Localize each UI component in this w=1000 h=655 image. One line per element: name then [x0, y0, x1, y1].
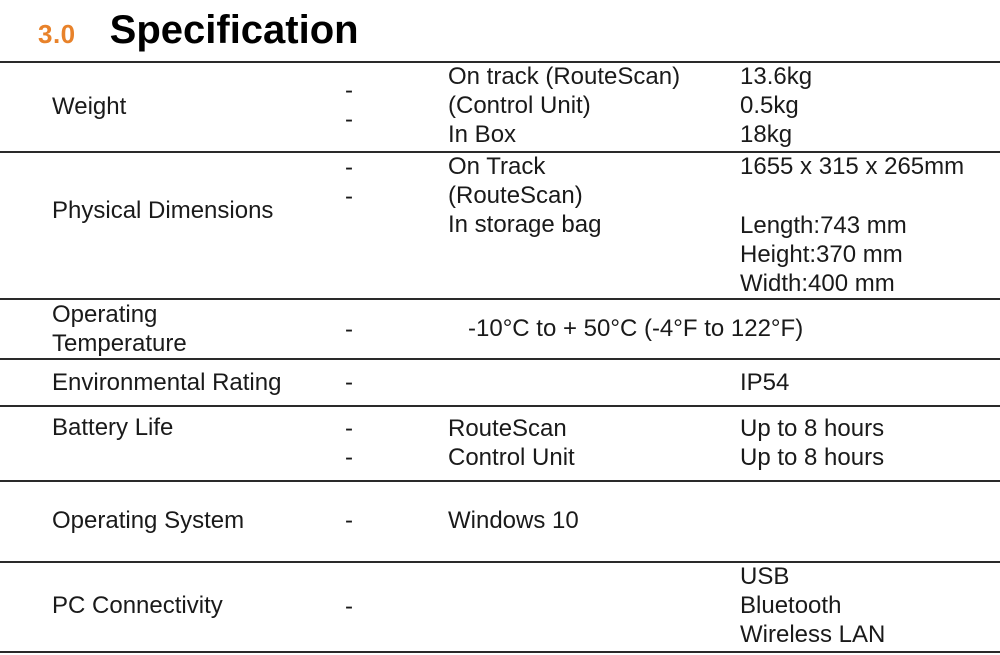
- table-rule: [0, 405, 1000, 407]
- row-label: Battery Life: [52, 414, 174, 441]
- row-sub-label: RouteScan: [448, 415, 567, 442]
- row-value: 18kg: [740, 121, 793, 148]
- row-value: 0.5kg: [740, 92, 799, 119]
- row-value: 1655 x 315 x 265mm: [740, 153, 965, 180]
- row-value: Bluetooth: [740, 592, 842, 619]
- row-sub-label: (Control Unit): [448, 92, 591, 119]
- row-dash: -: [345, 507, 353, 534]
- row-sub-label: On track (RouteScan): [448, 63, 681, 90]
- row-value: Wireless LAN: [740, 621, 886, 648]
- row-label: PC Connectivity: [52, 592, 223, 619]
- row-sub-label: -10°C to + 50°C (-4°F to 122°F): [468, 315, 804, 342]
- row-sub-label: (RouteScan): [448, 182, 583, 209]
- row-sub-label: In storage bag: [448, 211, 602, 238]
- row-dash: -: [345, 415, 353, 442]
- row-sub-label: On Track: [448, 153, 546, 180]
- row-label: Physical Dimensions: [52, 197, 274, 224]
- row-label: Operating: [52, 301, 158, 328]
- row-dash: -: [345, 183, 353, 210]
- row-value: IP54: [740, 369, 790, 396]
- row-value: 13.6kg: [740, 63, 813, 90]
- row-dash: -: [345, 77, 353, 104]
- row-dash: -: [345, 316, 353, 343]
- section-title: Specification: [109, 8, 359, 52]
- row-dash: -: [345, 369, 353, 396]
- row-dash: -: [345, 106, 353, 133]
- row-value: USB: [740, 563, 790, 590]
- row-value: Width:400 mm: [740, 270, 895, 297]
- row-value: Height:370 mm: [740, 241, 903, 268]
- table-rule: [0, 651, 1000, 653]
- row-value: Up to 8 hours: [740, 415, 885, 442]
- row-label: Weight: [52, 93, 127, 120]
- table-rule: [0, 480, 1000, 482]
- row-label: Operating System: [52, 507, 245, 534]
- row-label: Environmental Rating: [52, 369, 282, 396]
- row-value: Up to 8 hours: [740, 444, 885, 471]
- row-sub-label: Control Unit: [448, 444, 575, 471]
- row-value: Length:743 mm: [740, 212, 907, 239]
- row-label: Temperature: [52, 330, 187, 357]
- table-rule: [0, 561, 1000, 563]
- row-dash: -: [345, 593, 353, 620]
- row-dash: -: [345, 444, 353, 471]
- section-heading: [38, 8, 359, 60]
- row-sub-label: In Box: [448, 121, 517, 148]
- row-sub-label: Windows 10: [448, 507, 579, 534]
- section-number: 3.0: [38, 19, 76, 49]
- row-dash: -: [345, 154, 353, 181]
- table-rule: [0, 358, 1000, 360]
